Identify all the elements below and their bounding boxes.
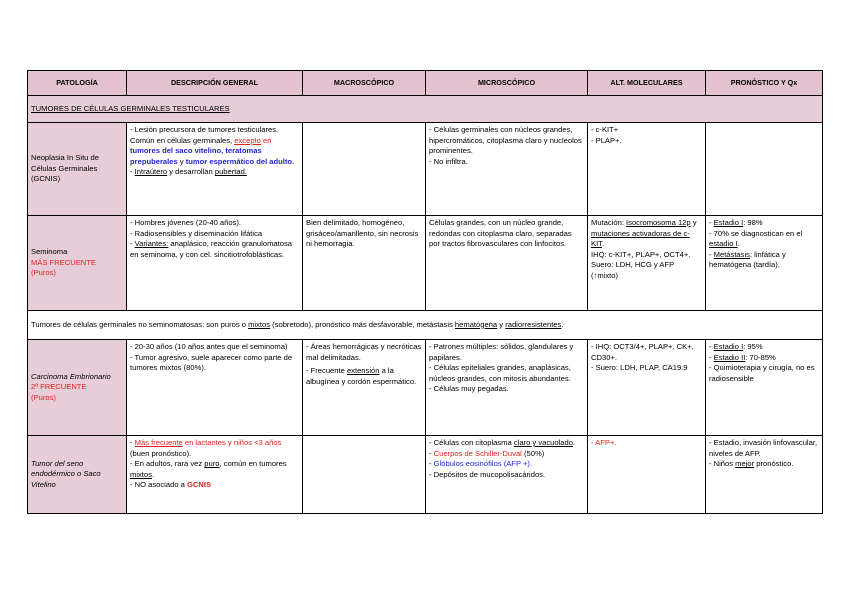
carcinoma-micro bbox=[426, 340, 588, 436]
carcinoma-prog-p2: : 70-85% bbox=[745, 352, 776, 362]
seminoma-desc-3: anaplásico, reacción granulomatosa en seminoma, y con cel. sincitiotrofoblásticas. bbox=[130, 239, 292, 259]
carcinoma-micro-2: - Células epiteliales grandes, anaplásicas, núcleos grandes, con mitosis abundantes. bbox=[429, 363, 571, 383]
seminoma-mol-dot: . bbox=[601, 239, 605, 249]
saco-name: Tumor del seno endodérmico o Saco Vitelino bbox=[28, 436, 127, 514]
seminoma-prog: - Estadio I: 98% - 70% se diagnostican en el estadio I. - Metástasis: linfática y hematógena (tardía). bbox=[706, 216, 823, 311]
gcnis-desc-text: - Lesión precursora de tumores testiculares. Común en células germinales, bbox=[130, 125, 279, 145]
seminoma-mol-suero: Suero: LDH, HCG y AFP (↑mixto) bbox=[591, 260, 674, 280]
seminoma-mol-y: y bbox=[690, 218, 697, 227]
gcnis-en: en bbox=[260, 135, 272, 145]
carcinoma-macro-2a: - Frecuente bbox=[306, 366, 347, 376]
gcnis-micro-1: - Células germinales con núcleos grandes, hipercromáticos, citoplasma claro y nucleolos prominentes. bbox=[429, 125, 582, 156]
carcinoma-prog: - Estadio I: 95% - Estadio II: 70-85% - Quimioterapia y cirugía, no es radiosensible bbox=[706, 340, 823, 436]
seminoma-mol-mut: Mutación: bbox=[591, 218, 627, 227]
note-cell bbox=[28, 311, 823, 340]
gcnis-intrautero: Intraútero bbox=[134, 167, 168, 177]
note-radiorresistentes: radiorresistentes bbox=[505, 319, 562, 329]
saco-micro-l4: - Depósitos de mucopolisacáridos. bbox=[429, 469, 546, 479]
seminoma-macro: Bien delimitado, homogéneo, grisáceo/amarillento, sin necrosis ni hemorragia. bbox=[303, 216, 426, 311]
saco-desc-puro: puro bbox=[204, 459, 220, 469]
seminoma-micro: Células grandes, con un núcleo grande, redondas con citoplasma claro, separadas por tractos fibrovasculares con linfocitos. bbox=[426, 216, 588, 311]
carcinoma-prog-l3: - Quimioterapia y cirugía, no es radiosensible bbox=[709, 363, 815, 383]
header-row bbox=[28, 71, 823, 96]
saco-micro-schiller: Cuerpos de Schiller-Duval bbox=[433, 448, 522, 458]
saco-micro-claro: claro y vacuolado bbox=[513, 438, 573, 447]
saco-desc-gcnis: GCNIS bbox=[186, 480, 212, 490]
saco-micro-l1a: - Células con citoplasma bbox=[429, 438, 514, 447]
gcnis-blue2: tumor espermático del adulto. bbox=[183, 156, 295, 166]
gcnis-name: Neoplasia In Situ de Células Germinales (GCNIS) bbox=[28, 123, 127, 216]
gcnis-blue1: tumores del saco vitelino, teratomas prepuberales bbox=[130, 146, 262, 166]
carcinoma-macro-1: - Áreas hemorrágicas y necróticas mal delimitadas. bbox=[306, 342, 422, 362]
gcnis-mol bbox=[588, 123, 706, 216]
seminoma-desc: - Hombres jóvenes (20-40 años). - Radiosensibles y diseminación lifática - Variantes: anaplásico, reacción granulomatosa en seminoma, y con cel. sincitiotrofoblásticas. bbox=[127, 216, 303, 311]
carcinoma-name: Carcinoma Embrionario bbox=[31, 371, 111, 381]
seminoma-variantes: Variantes: bbox=[134, 239, 169, 249]
saco-desc-l2a: - En adultos, rara vez bbox=[130, 459, 205, 469]
saco-desc: - Más frecuente en lactantes y niños <3 años (buen pronóstico). - En adultos, rara vez puro, común en tumores mixtos. - NO asociado a GCNIS bbox=[127, 436, 303, 514]
header-descripcion: DESCRIPCIÓN GENERAL bbox=[127, 71, 303, 96]
gcnis-prog bbox=[706, 123, 823, 216]
note-d: . bbox=[561, 319, 564, 329]
pathology-table bbox=[27, 70, 823, 514]
seminoma-prog-pct: : 98% bbox=[743, 218, 763, 227]
carcinoma-prog-e1: Estadio I bbox=[713, 342, 744, 351]
header-macroscopico: MACROSCÓPICO bbox=[303, 71, 426, 96]
seminoma-mol-mutac: mutaciones activadoras de c-KIT bbox=[591, 228, 690, 249]
note-hematogena: hematógena bbox=[454, 319, 498, 329]
carcinoma-name-cell bbox=[28, 340, 127, 436]
saco-prog-mejor: mejor bbox=[735, 459, 755, 469]
saco-micro-l1b: . bbox=[572, 438, 576, 447]
carcinoma-micro-3: - Células muy pegadas. bbox=[429, 384, 509, 394]
gcnis-micro bbox=[426, 123, 588, 216]
gcnis-desc: - Lesión precursora de tumores testiculares. Común en células germinales, excepto en tumores del saco vitelino, teratomas prepuberales y tumor espermático del adulto. - Intraútero y desarrollan pubertad. bbox=[127, 123, 303, 216]
gcnis-excepto: excepto bbox=[234, 135, 261, 145]
row-carcinoma bbox=[28, 340, 823, 436]
carcinoma-mol-1: - IHQ: OCT3/4+, PLAP+, CK+, CD30+. bbox=[591, 342, 694, 362]
header-patologia: PATOLOGÍA bbox=[28, 71, 127, 96]
section-row bbox=[28, 96, 823, 123]
gcnis-mol-1: - c-KIT+ bbox=[591, 125, 619, 134]
saco-prog-l2a: - Niños bbox=[709, 459, 736, 469]
saco-desc-l2b: , común en tumores bbox=[219, 459, 287, 469]
saco-desc-l2c: . bbox=[151, 469, 155, 479]
header-microscopico: MICROSCÓPICO bbox=[426, 71, 588, 96]
row-gcnis bbox=[28, 123, 823, 216]
note-c: y bbox=[497, 319, 506, 329]
seminoma-mol-ihq: IHQ: c-KIT+, PLAP+, OCT4+. bbox=[591, 249, 691, 259]
seminoma-mol bbox=[588, 216, 706, 311]
seminoma-name: Seminoma bbox=[31, 247, 68, 257]
gcnis-micro-2: - No infiltra. bbox=[429, 156, 468, 166]
gcnis-macro bbox=[303, 123, 426, 216]
carcinoma-micro-1: - Patrones múltiples: sólidos, glandulares y papilares. bbox=[429, 342, 574, 362]
seminoma-mol-iso: Isocromosoma 12p bbox=[626, 218, 691, 227]
header-pronostico: PRONÓSTICO Y Qx bbox=[706, 71, 823, 96]
seminoma-prog-l2a: - 70% se diagnostican en el bbox=[709, 228, 803, 238]
saco-mol-afp: - AFP+. bbox=[591, 438, 617, 447]
note-row bbox=[28, 311, 823, 340]
carcinoma-desc bbox=[127, 340, 303, 436]
carcinoma-macro-extension: extensión bbox=[346, 366, 380, 376]
saco-desc-red1: Más frecuente bbox=[134, 438, 183, 447]
note-a: Tumores de células germinales no seminomatosas: son puros o bbox=[31, 319, 249, 329]
carcinoma-macro-2b: a la albugínea y cordón espermático. bbox=[306, 366, 417, 386]
saco-prog-l1: - Estadio, invasión linfovascular, niveles de AFP. bbox=[709, 438, 818, 458]
seminoma-desc-2: - Radiosensibles y diseminación lifática bbox=[130, 228, 263, 238]
note-b: (sobretodo), pronóstico más desfavorable, metástasis bbox=[270, 319, 455, 329]
seminoma-tag-puros: (Puros) bbox=[31, 268, 56, 278]
carcinoma-prog-e2: Estadio II bbox=[713, 352, 746, 362]
carcinoma-desc-2: - Tumor agresivo, suele aparecer como parte de tumores mixtos (80%). bbox=[130, 352, 293, 373]
gcnis-mol-2: - PLAP+. bbox=[591, 135, 622, 145]
saco-desc-l3: - NO asociado a bbox=[130, 480, 187, 490]
row-saco-vitelino bbox=[28, 436, 823, 514]
carcinoma-mol-2: - Suero: LDH, PLAP, CA19.9 bbox=[591, 363, 688, 373]
seminoma-desc-1: - Hombres jóvenes (20-40 años). bbox=[130, 218, 242, 227]
note-mixtos: mixtos bbox=[248, 319, 271, 329]
saco-micro-pct: (50%) bbox=[521, 448, 545, 458]
seminoma-prog-l3: : linfática y hematógena (tardía). bbox=[709, 249, 786, 270]
saco-prog bbox=[706, 436, 823, 514]
carcinoma-desc-1: - 20-30 años (10 años antes que el seminoma) bbox=[130, 342, 288, 351]
header-alt-moleculares: ALT. MOLECULARES bbox=[588, 71, 706, 96]
saco-desc-l1b: (buen pronóstico). bbox=[130, 448, 192, 458]
section-title: TUMORES DE CÉLULAS GERMINALES TESTICULARES bbox=[31, 103, 230, 113]
carcinoma-mol bbox=[588, 340, 706, 436]
row-seminoma bbox=[28, 216, 823, 311]
seminoma-prog-meta: Metástasis bbox=[713, 249, 750, 259]
carcinoma-macro bbox=[303, 340, 426, 436]
seminoma-prog-l2b: . bbox=[737, 239, 740, 249]
gcnis-pubertad: pubertad. bbox=[214, 167, 247, 177]
saco-desc-red1b: en lactantes y niños <3 años bbox=[182, 438, 282, 447]
seminoma-prog-estadio: Estadio I bbox=[713, 218, 744, 227]
seminoma-tag-frecuente: MÁS FRECUENTE bbox=[31, 257, 96, 267]
carcinoma-tag-puros: (Puros) bbox=[31, 392, 56, 402]
seminoma-prog-estadio2: estadio I bbox=[709, 239, 738, 249]
saco-prog-l2b: pronóstico. bbox=[754, 459, 794, 469]
saco-micro: - Células con citoplasma claro y vacuolado. - Cuerpos de Schiller-Duval (50%) - Glóbulos eosinófilos (AFP +). - Depósitos de mucopolisacáridos. bbox=[426, 436, 588, 514]
saco-micro-globulos: Glóbulos eosinófilos (AFP +). bbox=[433, 459, 533, 469]
gcnis-y: y bbox=[177, 156, 184, 166]
seminoma-name-cell bbox=[28, 216, 127, 311]
carcinoma-tag-frecuente: 2º FRECUENTE bbox=[31, 382, 87, 392]
carcinoma-prog-p1: : 95% bbox=[743, 342, 763, 351]
saco-desc-mixtos: mixtos bbox=[130, 469, 152, 479]
saco-macro bbox=[303, 436, 426, 514]
gcnis-desarrollan: y desarrollan bbox=[167, 167, 215, 177]
saco-mol bbox=[588, 436, 706, 514]
